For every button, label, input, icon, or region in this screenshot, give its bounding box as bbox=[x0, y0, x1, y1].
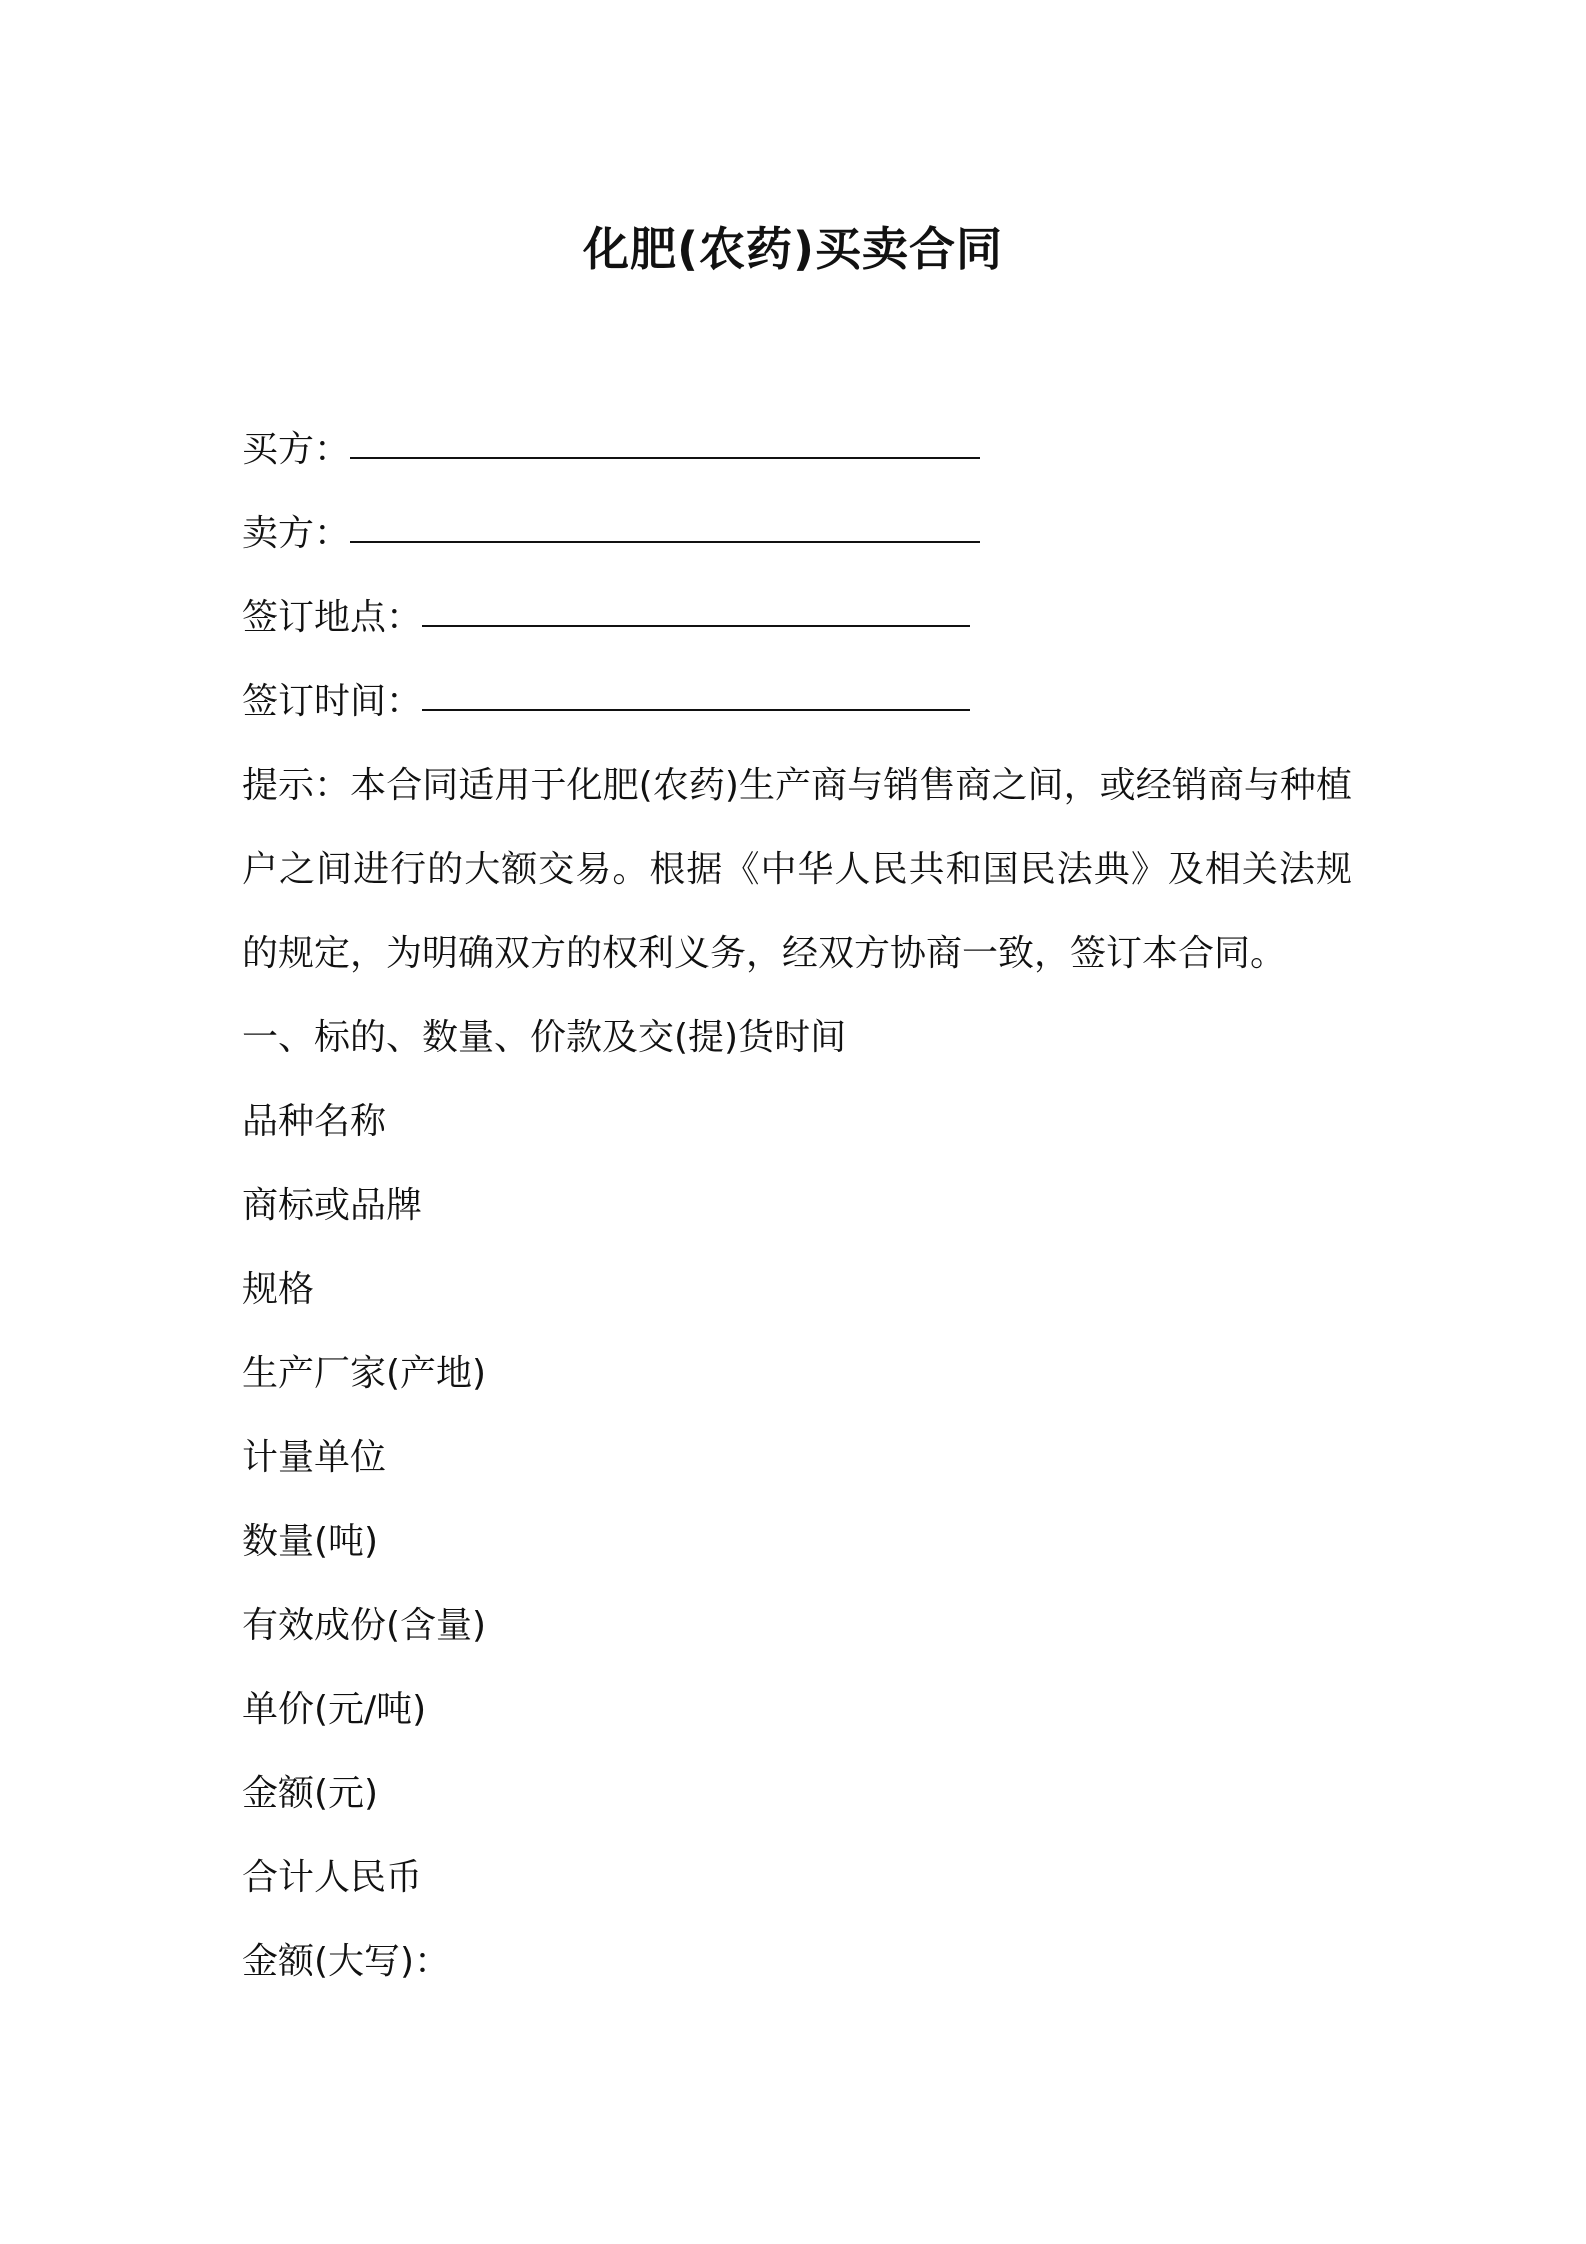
item-unit-price: 单价(元/吨) bbox=[242, 1689, 427, 1730]
item-specification: 规格 bbox=[242, 1269, 315, 1310]
item-unit: 计量单位 bbox=[242, 1437, 387, 1478]
signing-time-field bbox=[242, 660, 1362, 744]
item-trademark: 商标或品牌 bbox=[242, 1185, 423, 1226]
item-manufacturer: 生产厂家(产地) bbox=[242, 1353, 487, 1394]
section-heading: 一、标的、数量、价款及交(提)货时间 bbox=[242, 1017, 847, 1058]
seller-label: 卖方： bbox=[242, 513, 351, 554]
seller-blank bbox=[350, 543, 980, 545]
notice-paragraph: 提示：本合同适用于化肥(农药)生产商与销售商之间，或经销商与种植户之间进行的大额交易。根据《中华人民共和国民法典》及相关法规的规定，为明确双方的权利义务，经双方协商一致，签订本合同。 bbox=[242, 765, 1352, 974]
item-total-rmb: 合计人民币 bbox=[242, 1857, 423, 1898]
item-amount: 金额(元) bbox=[242, 1773, 379, 1814]
document-body bbox=[242, 408, 1362, 2004]
buyer-label: 买方： bbox=[242, 429, 351, 470]
item-quantity: 数量(吨) bbox=[242, 1521, 379, 1562]
item-variety-name: 品种名称 bbox=[242, 1101, 387, 1142]
signing-time-label: 签订时间： bbox=[242, 681, 423, 722]
document-title: 化肥(农药)买卖合同 bbox=[582, 222, 1004, 276]
signing-place-field bbox=[242, 576, 1362, 660]
item-amount-capital: 金额(大写)： bbox=[242, 1941, 451, 1982]
signing-place-blank bbox=[422, 627, 970, 629]
buyer-blank bbox=[350, 459, 980, 461]
signing-time-blank bbox=[422, 711, 970, 713]
seller-field bbox=[242, 492, 1362, 576]
item-active-ingredient: 有效成份(含量) bbox=[242, 1605, 487, 1646]
buyer-field bbox=[242, 408, 1362, 492]
signing-place-label: 签订地点： bbox=[242, 597, 423, 638]
